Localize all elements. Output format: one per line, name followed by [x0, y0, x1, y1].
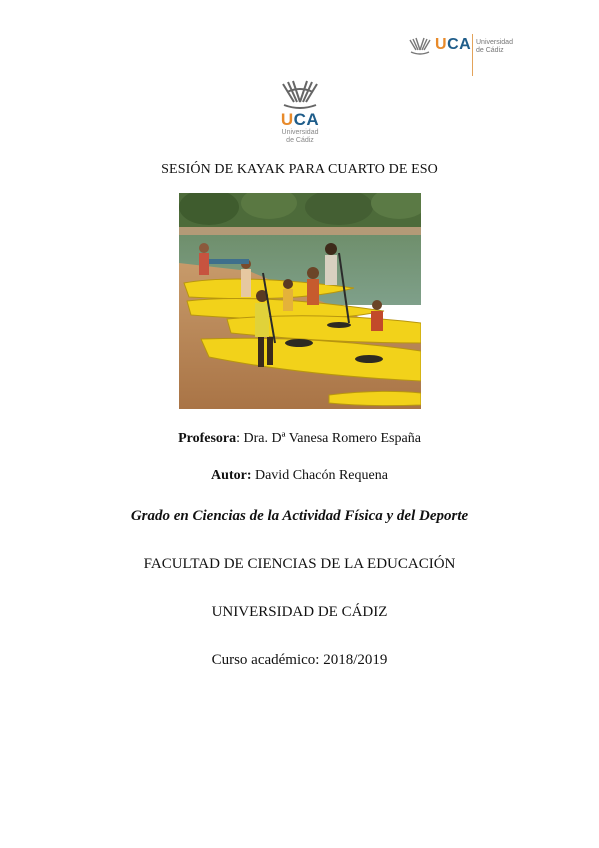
- center-subtitle: Universidad de Cádiz: [281, 129, 319, 144]
- university-emblem-icon: [408, 36, 432, 56]
- profesora-label: Profesora: [178, 431, 237, 446]
- center-brand: UCA: [280, 110, 320, 129]
- profesora-value: : Dra. Dª Vanesa Romero España: [236, 431, 421, 446]
- center-logo: [268, 78, 332, 148]
- university-name: UNIVERSIDAD DE CÁDIZ: [211, 604, 388, 620]
- profesora-line: [0, 431, 599, 447]
- degree-name: Grado en Ciencias de la Actividad Física y del Deporte: [130, 508, 469, 524]
- document-title: SESIÓN DE KAYAK PARA CUARTO DE ESO: [161, 162, 438, 177]
- autor-label: Autor:: [211, 468, 252, 483]
- header-brand: UCA: [435, 36, 472, 53]
- header-subtitle: Universidad de Cádiz: [476, 39, 513, 54]
- university-emblem-icon: [277, 78, 323, 110]
- kayak-photo: [179, 193, 421, 409]
- autor-value: David Chacón Requena: [251, 468, 388, 483]
- autor-line: [0, 468, 599, 484]
- faculty-name: FACULTAD DE CIENCIAS DE LA EDUCACIÓN: [143, 556, 456, 572]
- header-divider: [472, 34, 473, 76]
- academic-year: Curso académico: 2018/2019: [211, 652, 388, 668]
- header-logo: [408, 34, 518, 78]
